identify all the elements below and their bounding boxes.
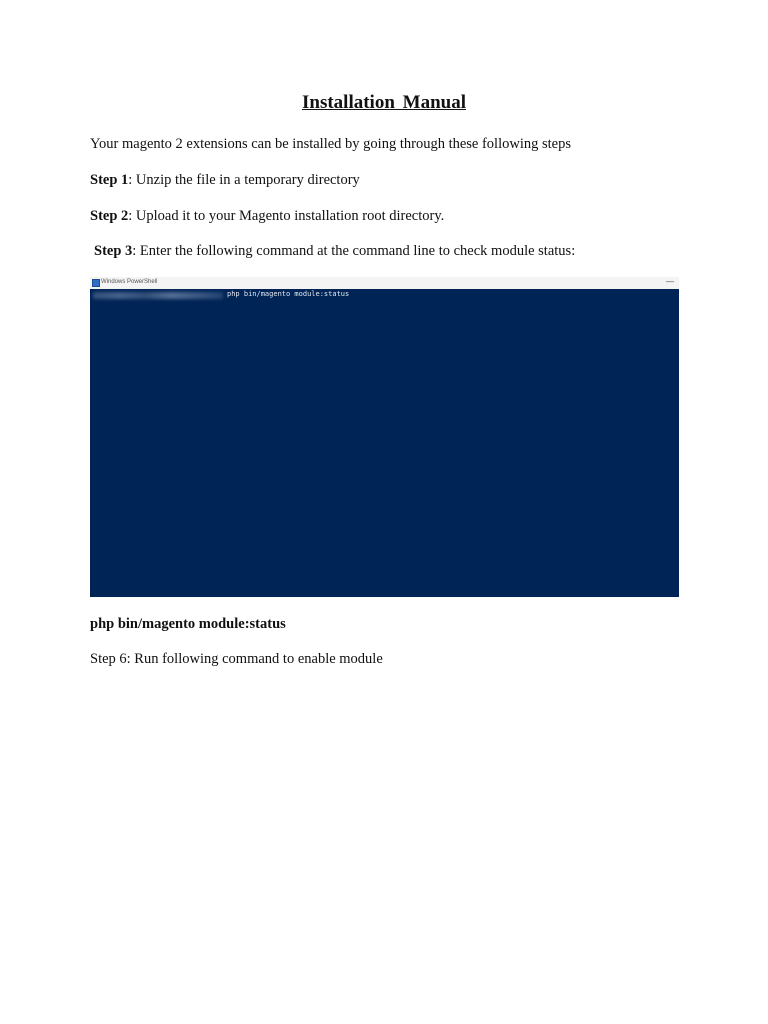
- step-2-text: : Upload it to your Magento installation root directory.: [128, 208, 445, 224]
- terminal-titlebar: [90, 277, 679, 289]
- minimize-icon: —: [666, 277, 674, 286]
- terminal-body: [90, 289, 679, 597]
- powershell-screenshot: [90, 277, 679, 597]
- step-6-paragraph: Step 6: Run following command to enable module: [90, 651, 383, 667]
- step-3-paragraph: [94, 242, 575, 260]
- step-2-label: Step 2: [90, 208, 129, 224]
- command-paragraph: php bin/magento module:status: [90, 616, 286, 632]
- terminal-window-title: Windows PowerShell: [101, 279, 158, 285]
- powershell-icon: [92, 279, 100, 287]
- terminal-command-text: php bin/magento module:status: [227, 290, 350, 298]
- step-3-label: Step 3: [94, 243, 133, 259]
- blurred-prompt-path: [93, 292, 223, 299]
- intro-paragraph: Your magento 2 extensions can be installed by going through these following steps: [90, 136, 571, 152]
- step-1-text: : Unzip the file in a temporary directory: [128, 172, 360, 188]
- step-1-paragraph: [90, 171, 360, 189]
- step-2-paragraph: [90, 207, 444, 225]
- step-1-label: Step 1: [90, 172, 129, 188]
- step-3-text: : Enter the following command at the command line to check module status:: [132, 243, 576, 259]
- page-title: Installation Manual: [301, 92, 466, 113]
